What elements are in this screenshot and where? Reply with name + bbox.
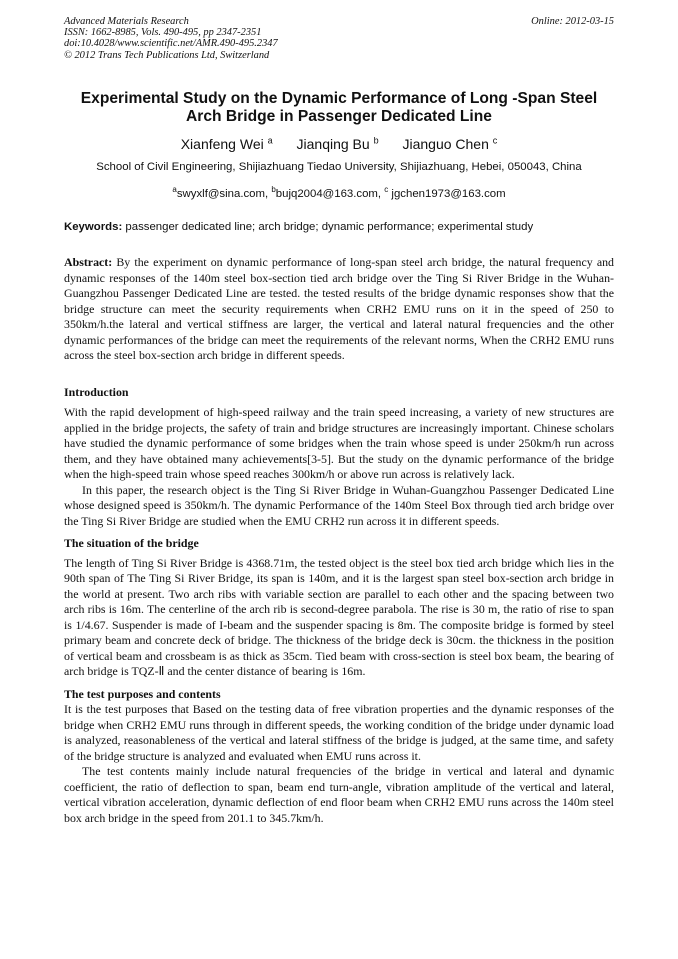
abstract-text: By the experiment on dynamic performance of long-span steel arch bridge, the natural frequency and dynamic responses of the 140m steel box-section tied arch bridge over the Ting Si River Bridge in the Wuhan-Guangzhou Passenger Dedicated Line are tested. the tested results of the bridge dynamic responses show that the bridge structure can meet the security requirements when CRH2 EMU runs on it in the speed of 250 to 350km/h.the lateral and vertical stiffness are larger, the vertical and lateral natural frequencies and the other dynamic performances of the bridge can meet the requirements of the relevant norms, When the CRH2 EMU runs across the steel box-section arch bridge in different speeds.: [64, 255, 614, 363]
journal-issn: ISSN: 1662-8985, Vols. 490-495, pp 2347-2351: [64, 27, 262, 39]
email-a: swyxlf@sina.com,: [176, 187, 272, 200]
author-affiliation-mark: a: [267, 135, 273, 145]
journal-doi: doi:10.4028/www.scientific.net/AMR.490-495.2347: [64, 38, 278, 50]
author-affiliation-mark: b: [373, 135, 379, 145]
affiliation: School of Civil Engineering, Shijiazhuang Tiedao University, Shijiazhuang, Hebei, 050043, China: [96, 160, 582, 173]
situation-paragraph: The length of Ting Si River Bridge is 4368.71m, the tested object is the steel box tied arch bridge which lies in the 90th span of The Ting Si River Bridge, its span is 140m, and it is the largest span steel box-section arch bridge in the world at present. Two arch ribs with variable section are parallel to each other and the spacing between two arch ribs is 16m. The centerline of the arch rib is second-degree parabola. The rise is 30 m, the ratio of rise to span is 1/4.67. Suspender is made of I-beam and the suspender spacing is 8m. The composite bridge is formed by steel primary beam and concrete deck of bridge. The thickness of the bridge deck is 30cm. the thickness in the position of vertical beam and crossbeam is as thick as 35cm. Tied beam with cross-section is steel box beam, the bearing of arch bridge is TQZ-Ⅱ and the center distance of bearing is 16m.: [64, 555, 614, 679]
email-mark: b: [271, 184, 276, 194]
author-affiliation-mark: c: [492, 135, 498, 145]
email-mark: a: [172, 184, 177, 194]
abstract-label: Abstract:: [64, 255, 113, 270]
keywords: [64, 220, 614, 235]
intro-paragraph-1: With the rapid development of high-speed railway and the train speed increasing, a variety of new structures are applied in the bridge projects, the safety of train and bridge structures are increasingly important. Chinese scholars have studied the dynamic performance of some bridges when the train whose speed is under 250km/h run across them, and they have obtained many achievements[3-5]. But the study on the dynamic performance of the bridge when the high-speed train whose speed reaches 300km/h or above run across is relatively lack.: [64, 405, 614, 482]
section-heading-purposes: The test purposes and contents: [64, 686, 221, 701]
author-list: [64, 130, 614, 154]
journal-copyright: © 2012 Trans Tech Publications Ltd, Switzerland: [64, 49, 270, 61]
section-heading-situation: The situation of the bridge: [64, 536, 199, 551]
email-c: jgchen1973@163.com: [388, 187, 506, 200]
purposes-paragraph-1: It is the test purposes that Based on the testing data of free vibration properties and the dynamic responses of the bridge when CRH2 EMU runs through in different speeds, the working condition of the bridge under dynamic load is analyzed, reasonableness of the vertical and lateral stiffness of the bridge is judged, at the same time, and safety of the bridge structure is analyzed and evaluated when EMU runs across it.: [64, 702, 614, 763]
journal-name: Advanced Materials Research: [64, 16, 189, 27]
section-heading-introduction: Introduction: [64, 384, 129, 399]
author-3: [402, 136, 497, 152]
author-name: Jianqing Bu: [296, 135, 370, 152]
email-mark: c: [384, 184, 389, 194]
title-line-1: Experimental Study on the Dynamic Performance of Long -Span Steel: [80, 90, 598, 107]
intro-paragraph-2: In this paper, the research object is the Ting Si River Bridge in Wuhan-Guangzhou Passenger Dedicated Line whose designed speed is 350km/h. The dynamic Performance of the 140m Steel Box through tied arch bridge over the Ting Si River Bridge are studied when the EMU CRH2 run across it in different speeds.: [64, 482, 614, 528]
author-2: [297, 136, 379, 152]
journal-header: [64, 16, 614, 68]
online-date: Online: 2012-03-15: [531, 16, 614, 27]
keywords-label: Keywords:: [64, 221, 123, 234]
abstract: [64, 255, 614, 364]
author-name: Xianfeng Wei: [180, 135, 264, 152]
title-line-2: Arch Bridge in Passenger Dedicated Line: [186, 108, 492, 125]
author-name: Jianguo Chen: [402, 135, 489, 152]
author-1: [181, 136, 273, 152]
purposes-paragraph-2: The test contents mainly include natural frequencies of the bridge in vertical and lateral and dynamic coefficient, the ratio of deflection to span, beam end turn-angle, vibration amplitude of the vertical and lateral, vertical vibration acceleration, dynamic deflection of end floor beam when CRH2 EMU runs across the 140m steel box arch bridge in the speed from 201.1 to 345.7km/h.: [64, 764, 614, 825]
email-b: bujq2004@163.com,: [275, 187, 385, 200]
paper-title: [64, 90, 614, 126]
email-list: [64, 182, 614, 202]
keywords-text: passenger dedicated line; arch bridge; dynamic performance; experimental study: [122, 221, 534, 234]
